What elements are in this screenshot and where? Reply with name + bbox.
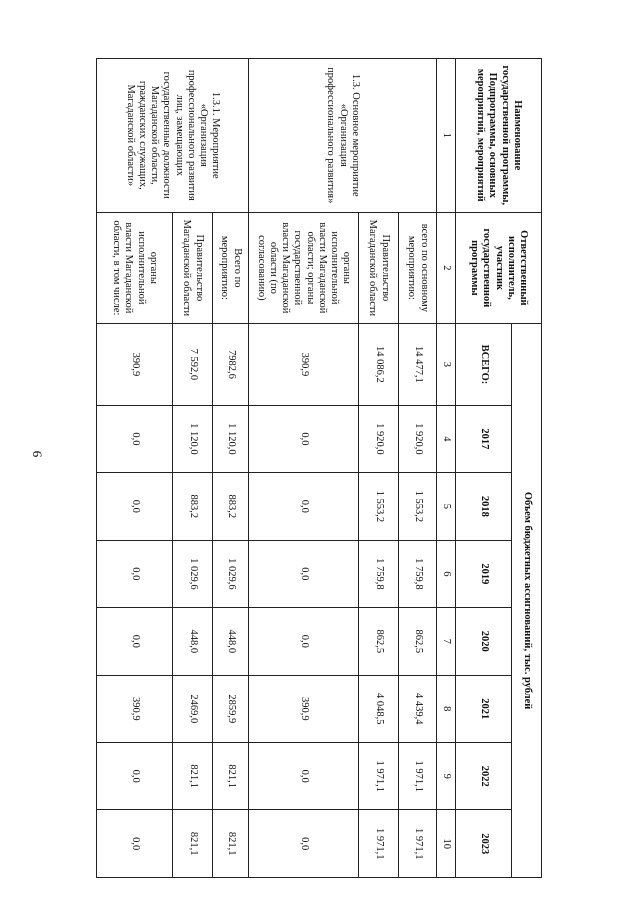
column-index: 6 (437, 540, 456, 607)
value-cell: 1 120,0 (213, 405, 249, 472)
value-cell: 0,0 (97, 540, 173, 607)
header-name-column: Наименование государственной программы, Подпрограммы, основных мероприятий, мероприятий (456, 59, 542, 213)
total-cell: 14 477,1 (399, 324, 437, 405)
value-cell: 0,0 (249, 540, 359, 607)
executor-cell: органы исполнительной власти Магаданской области, в том числе: (97, 212, 173, 324)
column-index: 2 (437, 212, 456, 324)
column-index-row (437, 59, 456, 878)
header-total: ВСЕГО: (456, 324, 512, 405)
activity-name-cell: 1.3.1. Мероприятие «Организация профессионального развития лиц, замещающих государственные должности Магаданской области, гражданских служащих, Магаданской области» (97, 59, 249, 213)
value-cell: 0,0 (97, 810, 173, 878)
value-cell: 1 029,6 (173, 540, 213, 607)
value-cell: 1 553,2 (399, 473, 437, 540)
value-cell: 448,0 (213, 608, 249, 675)
value-cell: 883,2 (213, 473, 249, 540)
value-cell: 821,1 (173, 742, 213, 809)
value-cell: 821,1 (213, 810, 249, 878)
value-cell: 1 971,1 (399, 742, 437, 809)
value-cell: 821,1 (173, 810, 213, 878)
value-cell: 862,5 (399, 608, 437, 675)
column-index: 9 (437, 742, 456, 809)
budget-table (96, 58, 542, 878)
column-index: 4 (437, 405, 456, 472)
total-cell: 7982,6 (213, 324, 249, 405)
value-cell: 0,0 (249, 742, 359, 809)
header-year-2023: 2023 (456, 810, 512, 878)
value-cell: 1 553,2 (359, 473, 399, 540)
value-cell: 862,5 (359, 608, 399, 675)
value-cell: 2859,9 (213, 675, 249, 742)
value-cell: 1 920,0 (399, 405, 437, 472)
header-year-2021: 2021 (456, 675, 512, 742)
value-cell: 0,0 (97, 608, 173, 675)
column-index: 3 (437, 324, 456, 405)
value-cell: 0,0 (97, 405, 173, 472)
value-cell: 390,9 (249, 675, 359, 742)
header-year-2020: 2020 (456, 608, 512, 675)
value-cell: 0,0 (97, 473, 173, 540)
header-budget-group: Объем бюджетных ассигнований, тыс. рублей (512, 324, 542, 878)
table-row (399, 59, 437, 878)
executor-cell: Всего по мероприятию: (213, 212, 249, 324)
total-cell: 7 592,0 (173, 324, 213, 405)
header-executor-column: Ответственный исполнитель, участник государственной программы (456, 212, 542, 324)
value-cell: 1 971,1 (359, 742, 399, 809)
column-index: 10 (437, 810, 456, 878)
page-number: 9 (29, 450, 45, 458)
value-cell: 1 029,6 (213, 540, 249, 607)
executor-cell: всего по основному мероприятию: (399, 212, 437, 324)
value-cell: 2469,0 (173, 675, 213, 742)
value-cell: 883,2 (173, 473, 213, 540)
executor-cell: Правительство Магаданской области (359, 212, 399, 324)
header-year-2017: 2017 (456, 405, 512, 472)
value-cell: 1 759,8 (359, 540, 399, 607)
total-cell: 390,9 (249, 324, 359, 405)
value-cell: 1 759,8 (399, 540, 437, 607)
value-cell: 448,0 (173, 608, 213, 675)
column-index: 7 (437, 608, 456, 675)
total-cell: 14 086,2 (359, 324, 399, 405)
value-cell: 4 439,4 (399, 675, 437, 742)
executor-cell: Правительство Магаданской области (173, 212, 213, 324)
value-cell: 4 048,5 (359, 675, 399, 742)
executor-cell: органы исполнительной власти Магаданской области; органы государственной власти Магаданской области (по согласованию) (249, 212, 359, 324)
header-year-2022: 2022 (456, 742, 512, 809)
header-year-2018: 2018 (456, 473, 512, 540)
value-cell: 0,0 (249, 405, 359, 472)
column-index: 1 (437, 59, 456, 213)
header-row-top (512, 59, 542, 878)
value-cell: 1 920,0 (359, 405, 399, 472)
value-cell: 390,9 (97, 675, 173, 742)
value-cell: 1 971,1 (359, 810, 399, 878)
total-cell: 390,9 (97, 324, 173, 405)
header-year-2019: 2019 (456, 540, 512, 607)
activity-name-cell: 1.3. Основное мероприятие «Организация профессионального развития» (249, 59, 437, 213)
value-cell: 1 971,1 (399, 810, 437, 878)
column-index: 8 (437, 675, 456, 742)
rotated-table-frame (102, 58, 542, 878)
value-cell: 0,0 (97, 742, 173, 809)
value-cell: 0,0 (249, 810, 359, 878)
value-cell: 0,0 (249, 608, 359, 675)
value-cell: 821,1 (213, 742, 249, 809)
value-cell: 0,0 (249, 473, 359, 540)
table-row (213, 59, 249, 878)
column-index: 5 (437, 473, 456, 540)
value-cell: 1 120,0 (173, 405, 213, 472)
